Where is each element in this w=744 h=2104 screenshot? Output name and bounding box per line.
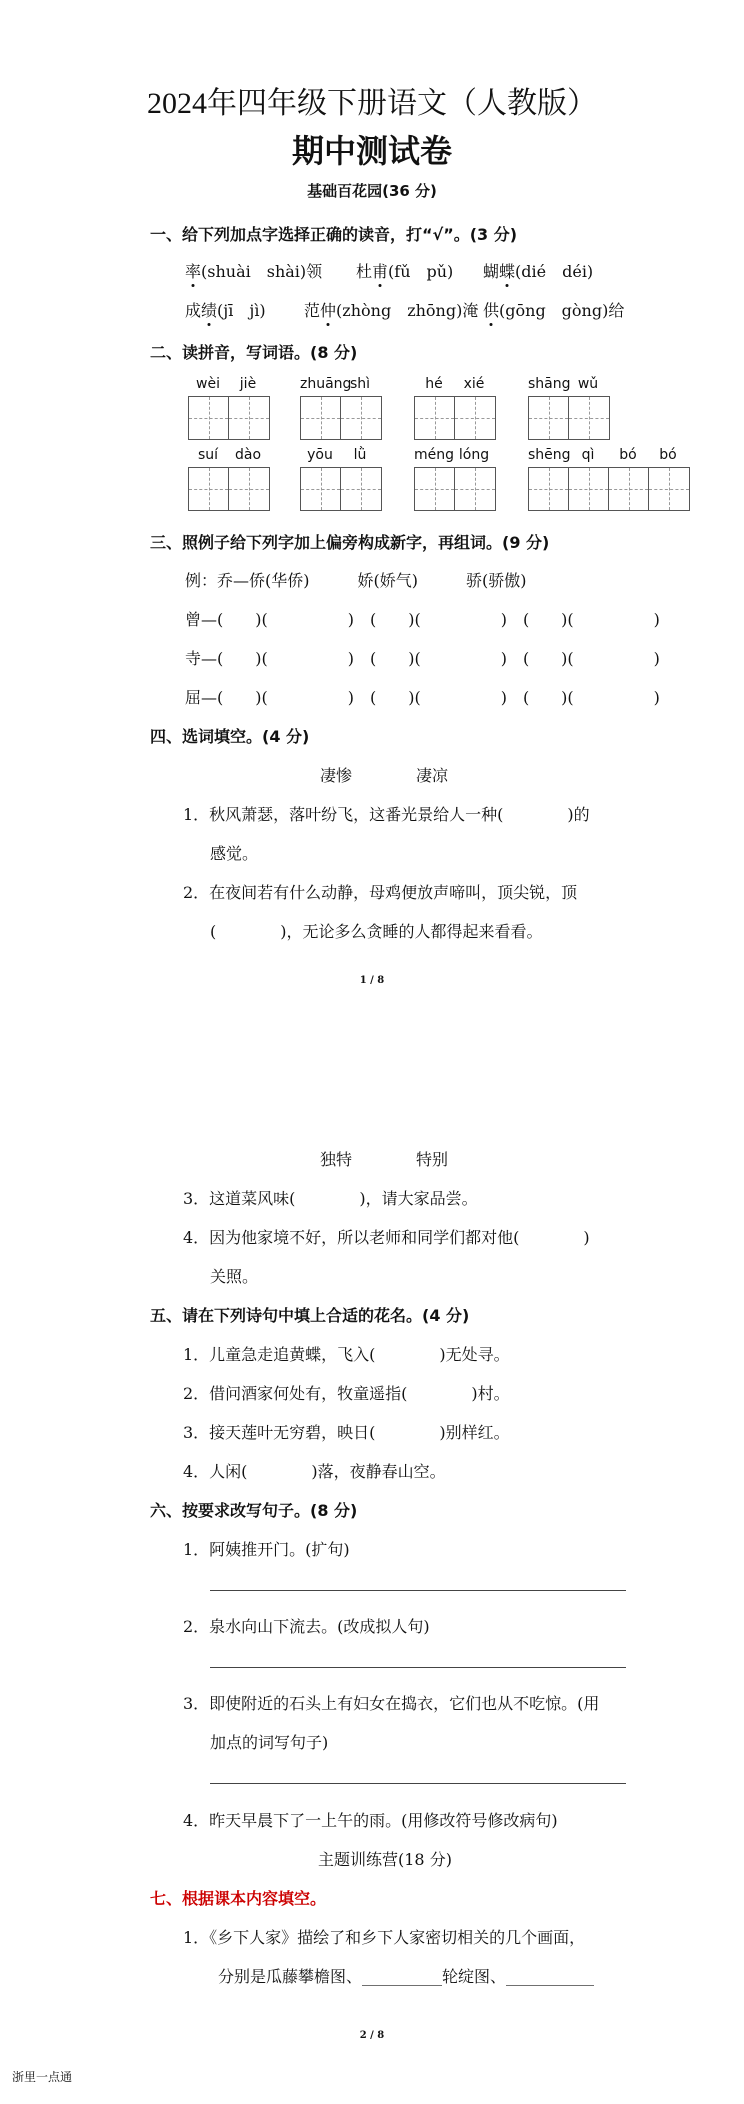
pinyin-writing-box[interactable]: [188, 376, 270, 440]
pinyin-writing-box[interactable]: [300, 447, 382, 511]
section-7-heading: 七、根据课本内容填空。: [150, 1889, 327, 1908]
question-text: 2．借问酒家何处有，牧童遥指( )村。: [183, 1384, 510, 1403]
section-4-heading: 四、选词填空。(4 分): [150, 727, 310, 746]
section-3-heading: 三、照例子给下列字加上偏旁构成新字，再组词。(9 分): [150, 533, 550, 552]
question-text: 2．泉水向山下流去。(改成拟人句): [183, 1617, 430, 1636]
pinyin-label: qì: [581, 447, 595, 463]
document-subtitle: 期中测试卷: [291, 132, 452, 170]
s1-item: 供(gōng gòng)给: [483, 301, 625, 320]
fill-row[interactable]: 寺—( )( ) ( )( ) ( )( ): [185, 649, 660, 668]
question-text: ( )，无论多么贪睡的人都得起来看看。: [210, 922, 543, 941]
question-text: 4．人闲( )落，夜静春山空。: [183, 1462, 446, 1481]
pinyin-writing-box[interactable]: [414, 447, 496, 511]
s1-item: 杜甫(fǔ pǔ): [356, 262, 454, 281]
question-text: 感觉。: [210, 844, 259, 863]
document-title: 2024年四年级下册语文（人教版）: [147, 87, 597, 120]
pinyin-label: shāng: [528, 376, 571, 392]
pinyin-label: bó: [659, 447, 677, 463]
question-text: 1．阿姨推开门。(扩句): [183, 1540, 350, 1559]
section-1-heading: 一、给下列加点字选择正确的读音，打“√”。(3 分): [150, 225, 518, 244]
word-choices: 独特 特别: [320, 1150, 449, 1169]
question-text: 加点的词写句子): [210, 1733, 329, 1752]
page-number: 2 / 8: [359, 2030, 385, 2041]
answer-line[interactable]: [210, 1590, 626, 1591]
answer-line[interactable]: [210, 1783, 626, 1784]
pinyin-label: lǜ: [353, 447, 367, 463]
pinyin-writing-box[interactable]: [188, 447, 270, 511]
question-text: 1．秋风萧瑟，落叶纷飞，这番光景给人一种( )的: [183, 805, 590, 824]
footer-brand: 浙里一点通: [12, 2070, 73, 2084]
example-line: 例：乔—侨(华侨) 娇(娇气) 骄(骄傲): [185, 571, 527, 590]
question-text: 关照。: [210, 1267, 259, 1286]
s1-item: 范仲(zhòng zhōng)淹: [304, 301, 479, 320]
s1-item: 成绩(jī jì): [185, 301, 266, 320]
section-2-heading: 二、读拼音，写词语。(8 分): [150, 343, 358, 362]
pinyin-writing-box[interactable]: [414, 376, 496, 440]
answer-line[interactable]: [210, 1667, 626, 1668]
s1-item: 蝴蝶(dié déi): [483, 262, 594, 281]
pinyin-label: suí: [197, 447, 219, 463]
page-number: 1 / 8: [359, 975, 385, 986]
s1-item: 率(shuài shài)领: [185, 262, 323, 281]
pinyin-writing-box[interactable]: [300, 376, 382, 440]
pinyin-label: zhuāng: [300, 376, 352, 392]
pinyin-label: xié: [463, 376, 485, 392]
question-text: 3．即使附近的石头上有妇女在捣衣，它们也从不吃惊。(用: [183, 1694, 600, 1713]
section-label: 基础百花园(36 分): [307, 182, 437, 200]
pinyin-label: yōu: [307, 447, 333, 463]
pinyin-label: shēng: [528, 447, 571, 463]
question-text: 4．因为他家境不好，所以老师和同学们都对他( ): [183, 1228, 590, 1247]
fill-row[interactable]: 曾—( )( ) ( )( ) ( )( ): [185, 610, 660, 629]
question-text: 3．这道菜风味( )，请大家品尝。: [183, 1189, 478, 1208]
pinyin-label: wǔ: [577, 376, 599, 392]
pinyin-label: wèi: [196, 376, 220, 392]
fill-row[interactable]: 屈—( )( ) ( )( ) ( )( ): [185, 688, 660, 707]
pinyin-label: bó: [619, 447, 637, 463]
question-text: 分别是瓜藤攀檐图、__________轮绽图、___________: [218, 1967, 595, 1986]
pinyin-label: shì: [349, 376, 371, 392]
pinyin-label: dào: [234, 447, 262, 463]
question-text: 2．在夜间若有什么动静，母鸡便放声啼叫，顶尖锐，顶: [183, 883, 578, 902]
pinyin-label: méng: [414, 447, 455, 463]
question-text: 4．昨天早晨下了一上午的雨。(用修改符号修改病句): [183, 1811, 558, 1830]
pinyin-label: lóng: [458, 447, 490, 463]
pinyin-writing-box[interactable]: [528, 447, 690, 511]
question-text: 1．《乡下人家》描绘了和乡下人家密切相关的几个画面，: [183, 1928, 586, 1947]
pinyin-label: jiè: [239, 376, 257, 392]
question-text: 1．儿童急走追黄蝶，飞入( )无处寻。: [183, 1345, 510, 1364]
pinyin-writing-box[interactable]: [528, 376, 610, 440]
pinyin-label: hé: [425, 376, 443, 392]
question-text: 3．接天莲叶无穷碧，映日( )别样红。: [183, 1423, 510, 1442]
section-label: 主题训练营(18 分): [318, 1850, 452, 1869]
section-6-heading: 六、按要求改写句子。(8 分): [150, 1501, 358, 1520]
section-5-heading: 五、请在下列诗句中填上合适的花名。(4 分): [150, 1306, 470, 1325]
word-choices: 凄惨 凄凉: [320, 766, 449, 785]
